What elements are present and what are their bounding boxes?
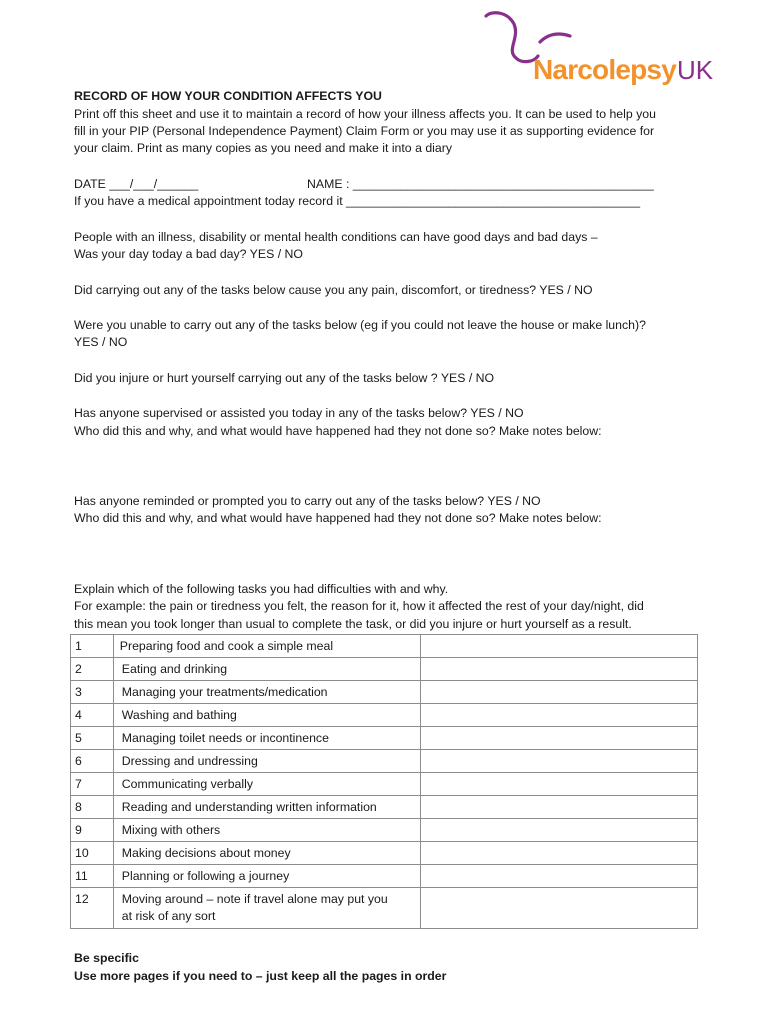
task-notes-cell[interactable] (421, 773, 698, 796)
task-number: 6 (71, 750, 114, 773)
task-label: Communicating verbally (113, 773, 420, 796)
q6-line-1: Has anyone reminded or prompted you to carry out any of the tasks below? YES / NO (74, 494, 541, 508)
appointment-field[interactable]: If you have a medical appointment today record it ___________________________________________ (74, 194, 641, 208)
table-row (71, 727, 698, 750)
table-row (71, 658, 698, 681)
q3-line-1: Were you unable to carry out any of the tasks below (eg if you could not leave the house or make lunch)? (74, 318, 646, 332)
date-field[interactable]: DATE ___/___/______ (74, 177, 199, 191)
logo-swoosh-mark (540, 34, 570, 42)
explain-line-2: For example: the pain or tiredness you felt, the reason for it, how it affected the rest of your day/night, did (74, 599, 644, 613)
task-number: 10 (71, 842, 114, 865)
task-notes-cell[interactable] (421, 750, 698, 773)
logo-suffix: UK (676, 55, 714, 85)
task-notes-cell[interactable] (421, 819, 698, 842)
task-number: 12 (71, 888, 114, 929)
page-title: RECORD OF HOW YOUR CONDITION AFFECTS YOU (74, 89, 382, 103)
task-number: 3 (71, 681, 114, 704)
logo-swirl-mark (486, 13, 538, 62)
q1-line-1: People with an illness, disability or mental health conditions can have good days and bad days – (74, 230, 598, 244)
explain-line-3: this mean you took longer than usual to complete the task, or did you injure or hurt yourself as a result. (74, 617, 632, 631)
task-label-line-2: at risk of any sort (121, 909, 216, 923)
intro-line-2: fill in your PIP (Personal Independence Payment) Claim Form or you may use it as supporting evidence for (74, 124, 655, 138)
task-number: 7 (71, 773, 114, 796)
task-notes-cell[interactable] (421, 658, 698, 681)
table-row (71, 819, 698, 842)
task-label: Dressing and undressing (113, 750, 420, 773)
task-number: 9 (71, 819, 114, 842)
task-label: Managing toilet needs or incontinence (113, 727, 420, 750)
task-notes-cell[interactable] (421, 681, 698, 704)
table-row (71, 704, 698, 727)
q6-line-2: Who did this and why, and what would have happened had they not done so? Make notes below: (74, 511, 602, 525)
table-row (71, 796, 698, 819)
task-label: Washing and bathing (113, 704, 420, 727)
task-notes-cell[interactable] (421, 704, 698, 727)
task-notes-cell[interactable] (421, 796, 698, 819)
task-notes-cell[interactable] (421, 865, 698, 888)
q5-line-1: Has anyone supervised or assisted you today in any of the tasks below? YES / NO (74, 406, 524, 420)
task-notes-cell[interactable] (421, 888, 698, 929)
table-row (71, 865, 698, 888)
logo-name: Narcolepsy (533, 54, 676, 85)
table-row (71, 681, 698, 704)
tasks-table (70, 634, 698, 929)
task-notes-cell[interactable] (421, 842, 698, 865)
intro-line-1: Print off this sheet and use it to maintain a record of how your illness affects you. It can be used to help you (74, 107, 656, 121)
task-label-line-1: Moving around – note if travel alone may put you (121, 892, 388, 906)
task-number: 2 (71, 658, 114, 681)
task-label: Preparing food and cook a simple meal (113, 635, 420, 658)
task-label: Making decisions about money (113, 842, 420, 865)
table-row (71, 842, 698, 865)
footer-line-1: Be specific (74, 951, 139, 965)
task-number: 5 (71, 727, 114, 750)
intro-line-3: your claim. Print as many copies as you need and make it into a diary (74, 141, 452, 155)
task-number: 11 (71, 865, 114, 888)
name-field[interactable]: NAME : ____________________________________________ (307, 177, 654, 191)
logo-wordmark (533, 54, 713, 86)
task-number: 8 (71, 796, 114, 819)
q5-line-2: Who did this and why, and what would have happened had they not done so? Make notes below: (74, 424, 602, 438)
table-row (71, 888, 698, 929)
table-row (71, 635, 698, 658)
task-notes-cell[interactable] (421, 727, 698, 750)
table-row (71, 773, 698, 796)
q4-line: Did you injure or hurt yourself carrying out any of the tasks below ? YES / NO (74, 371, 495, 385)
q1-line-2: Was your day today a bad day? YES / NO (74, 247, 303, 261)
task-label (113, 888, 420, 929)
task-label: Planning or following a journey (113, 865, 420, 888)
task-number: 4 (71, 704, 114, 727)
task-label: Eating and drinking (113, 658, 420, 681)
task-label: Managing your treatments/medication (113, 681, 420, 704)
table-row (71, 750, 698, 773)
task-label: Reading and understanding written information (113, 796, 420, 819)
footer-line-2: Use more pages if you need to – just keep all the pages in order (74, 969, 447, 983)
task-label: Mixing with others (113, 819, 420, 842)
q3-line-2: YES / NO (74, 335, 128, 349)
task-number: 1 (71, 635, 114, 658)
q2-line: Did carrying out any of the tasks below cause you any pain, discomfort, or tiredness? YES / NO (74, 283, 593, 297)
explain-line-1: Explain which of the following tasks you had difficulties with and why. (74, 582, 449, 596)
task-notes-cell[interactable] (421, 635, 698, 658)
